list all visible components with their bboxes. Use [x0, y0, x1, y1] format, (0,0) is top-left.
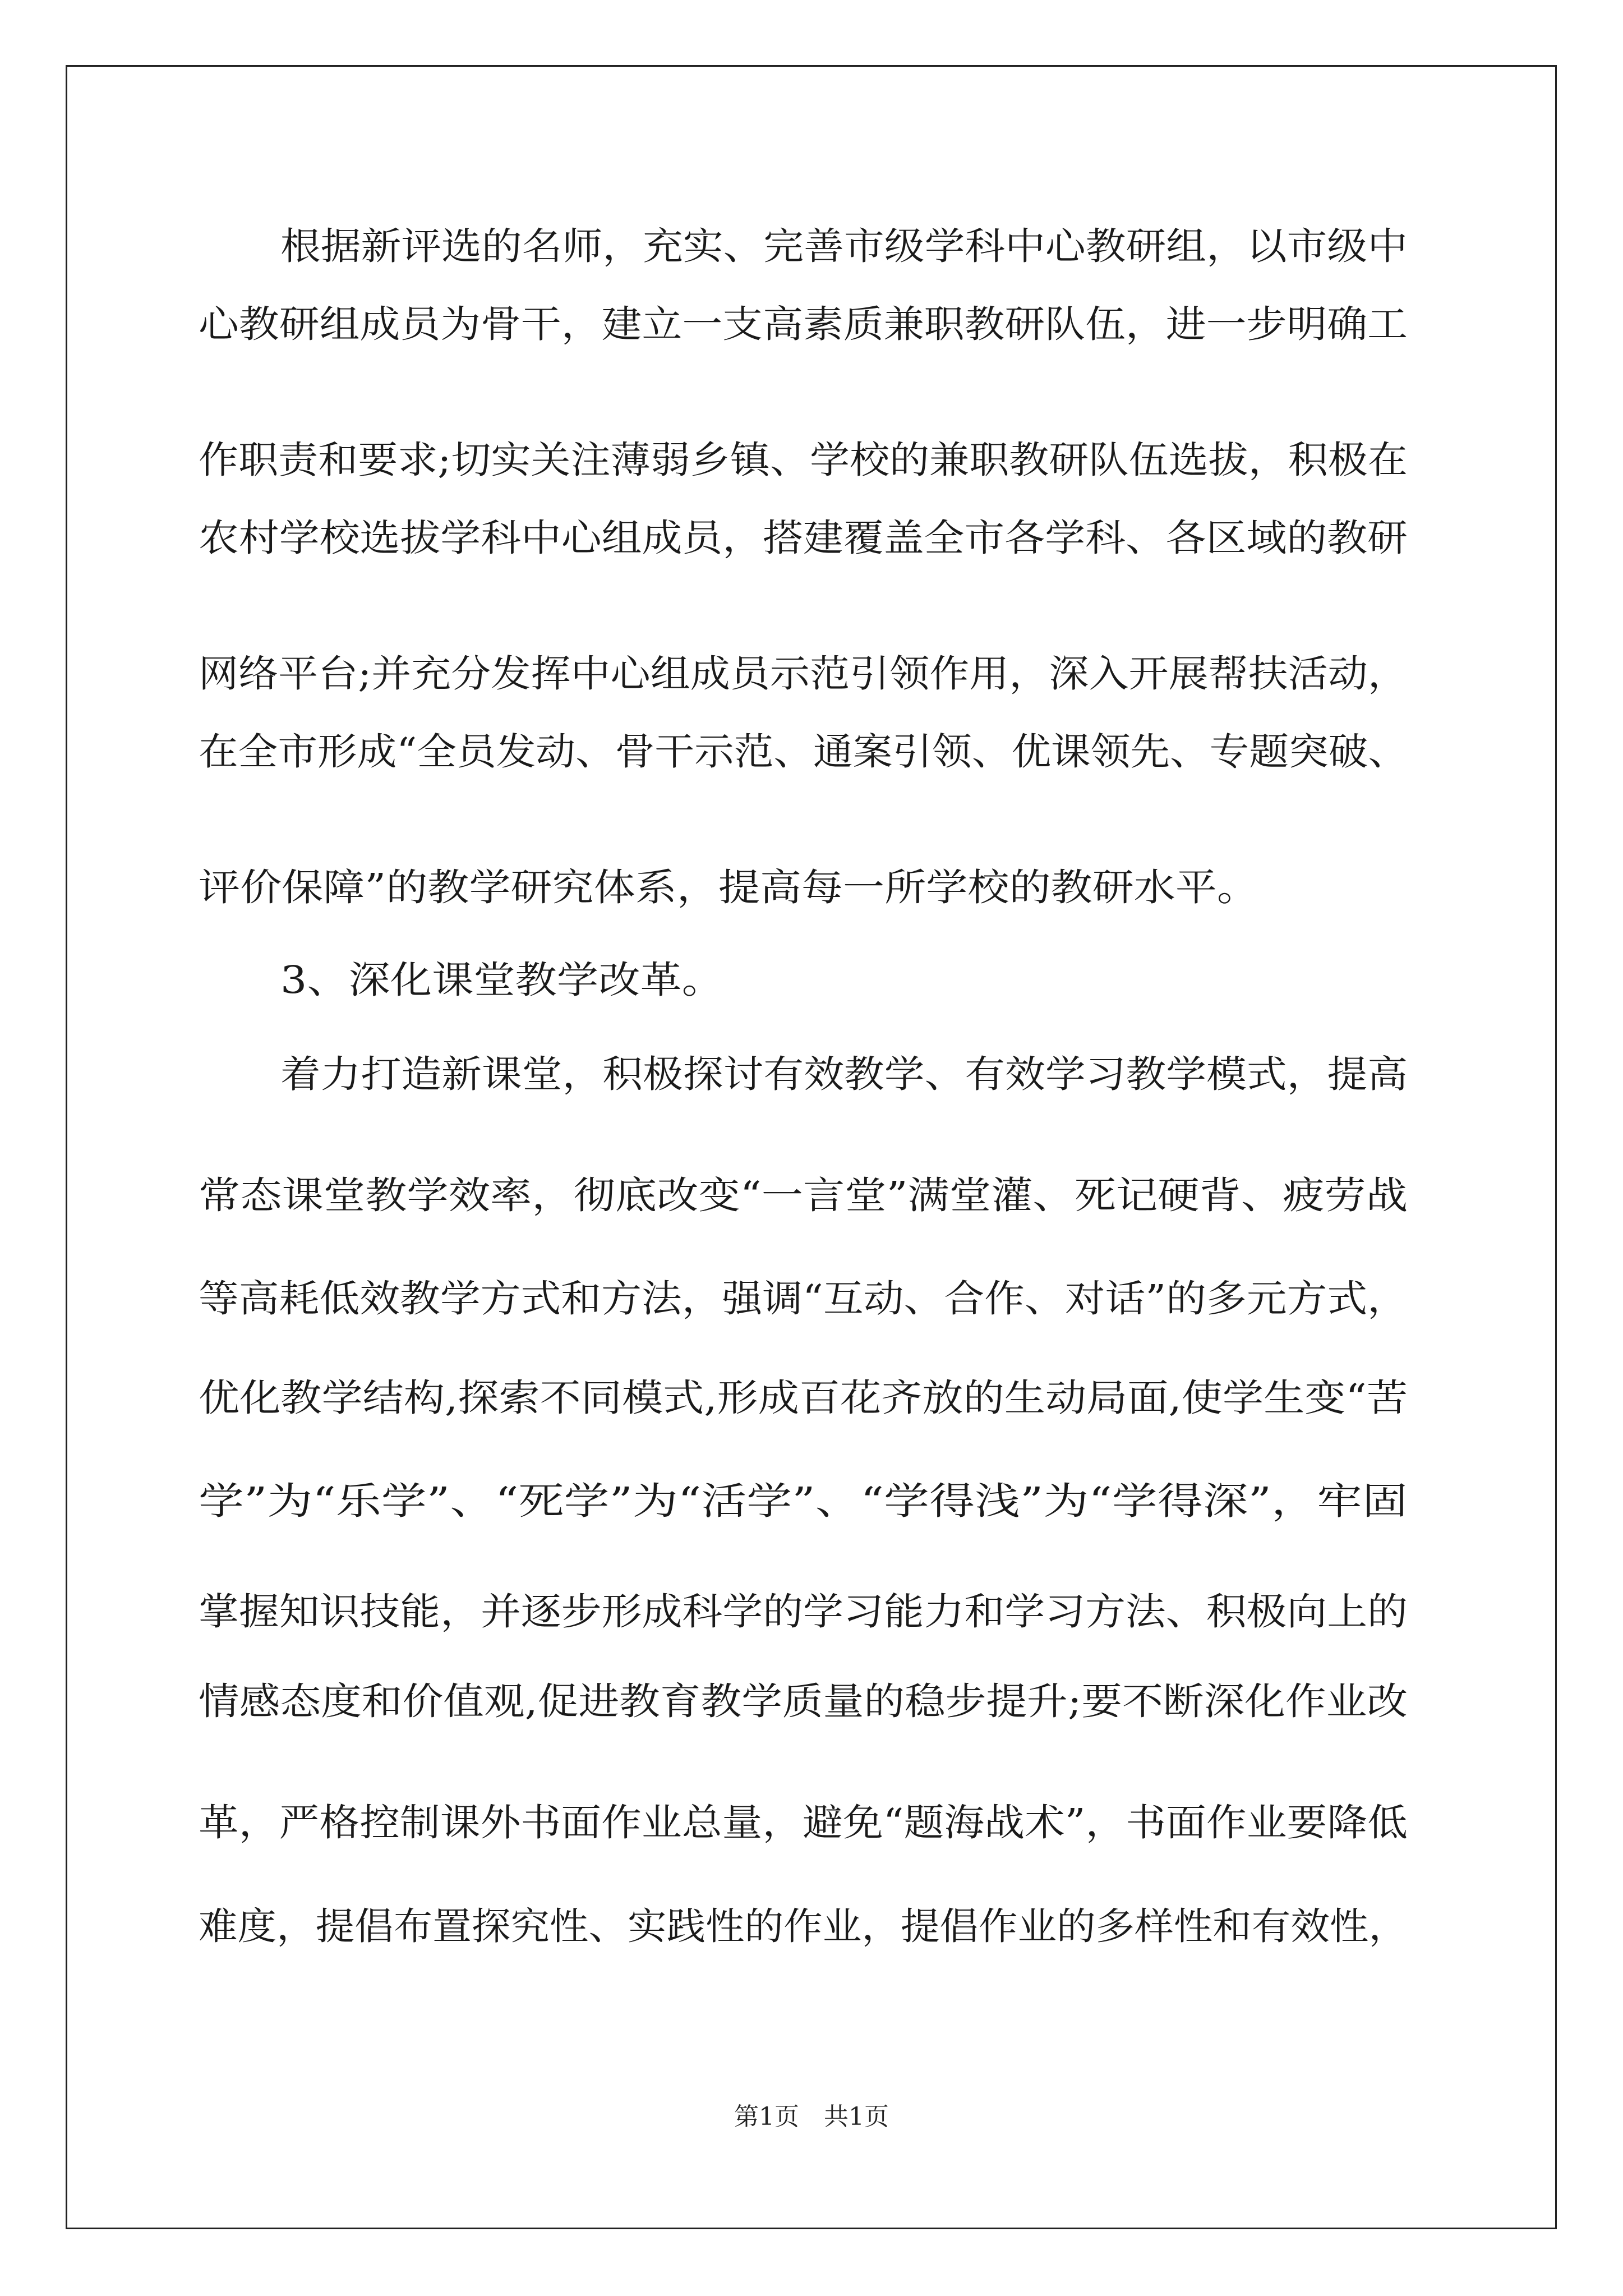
paragraph-line: 根据新评选的名师，充实、完善市级学科中心教研组，以市级中 [280, 224, 1408, 268]
paragraph-line: 学”为“乐学”、“死学”为“活学”、“学得浅”为“学得深”，牢固 [199, 1479, 1408, 1523]
paragraph-line: 心教研组成员为骨干，建立一支高素质兼职教研队伍，进一步明确工 [199, 302, 1408, 346]
paragraph-line: 情感态度和价值观,促进教育教学质量的稳步提升;要不断深化作业改 [199, 1680, 1408, 1723]
paragraph-line: 在全市形成“全员发动、骨干示范、通案引领、优课领先、专题突破、 [199, 730, 1408, 774]
section-heading: 3、深化课堂教学改革。 [280, 958, 723, 1002]
paragraph-line: 农村学校选拔学科中心组成员，搭建覆盖全市各学科、各区域的教研 [199, 516, 1408, 560]
paragraph-line: 优化教学结构,探索不同模式,形成百花齐放的生动局面,使学生变“苦 [199, 1376, 1408, 1420]
paragraph-line: 革，严格控制课外书面作业总量，避免“题海战术”，书面作业要降低 [199, 1801, 1408, 1844]
page-footer: 第1页 共1页 [734, 2102, 889, 2131]
paragraph-line: 网络平台;并充分发挥中心组成员示范引领作用，深入开展帮扶活动， [199, 652, 1408, 696]
paragraph-line: 等高耗低效教学方式和方法，强调“互动、合作、对话”的多元方式， [199, 1277, 1408, 1320]
paragraph-line: 常态课堂教学效率，彻底改变“一言堂”满堂灌、死记硬背、疲劳战 [199, 1174, 1408, 1217]
paragraph-line: 掌握知识技能，并逐步形成科学的学习能力和学习方法、积极向上的 [199, 1590, 1408, 1634]
paragraph-line: 评价保障”的教学研究体系，提高每一所学校的教研水平。 [199, 866, 1258, 909]
paragraph-line: 难度，提倡布置探究性、实践性的作业，提倡作业的多样性和有效性， [199, 1904, 1408, 1948]
paragraph-line: 作职责和要求;切实关注薄弱乡镇、学校的兼职教研队伍选拔，积极在 [199, 438, 1408, 482]
paragraph-line: 着力打造新课堂，积极探讨有效教学、有效学习教学模式，提高 [280, 1052, 1408, 1096]
